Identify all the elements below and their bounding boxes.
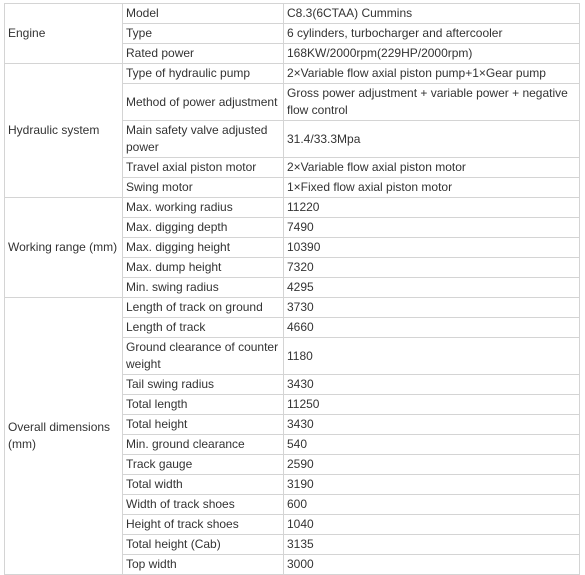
spec-label: Rated power bbox=[123, 44, 284, 64]
spec-value: 2590 bbox=[284, 455, 580, 475]
spec-value: 3430 bbox=[284, 415, 580, 435]
spec-value: 10390 bbox=[284, 238, 580, 258]
spec-value: 2×Variable flow axial piston motor bbox=[284, 158, 580, 178]
spec-label: Max. digging depth bbox=[123, 218, 284, 238]
specification-table-body bbox=[5, 4, 580, 575]
spec-label: Travel axial piston motor bbox=[123, 158, 284, 178]
spec-label: Swing motor bbox=[123, 178, 284, 198]
spec-label: Model bbox=[123, 4, 284, 24]
table-row bbox=[5, 4, 580, 24]
spec-value: C8.3(6CTAA) Cummins bbox=[284, 4, 580, 24]
spec-value: 2×Variable flow axial piston pump+1×Gear pump bbox=[284, 64, 580, 84]
spec-label: Max. dump height bbox=[123, 258, 284, 278]
spec-value: 4295 bbox=[284, 278, 580, 298]
table-row bbox=[5, 198, 580, 218]
spec-label: Method of power adjustment bbox=[123, 84, 284, 121]
spec-value: 540 bbox=[284, 435, 580, 455]
spec-value: 168KW/2000rpm(229HP/2000rpm) bbox=[284, 44, 580, 64]
spec-label: Min. ground clearance bbox=[123, 435, 284, 455]
spec-label: Type bbox=[123, 24, 284, 44]
spec-value: 31.4/33.3Mpa bbox=[284, 121, 580, 158]
spec-label: Min. swing radius bbox=[123, 278, 284, 298]
spec-value: 11220 bbox=[284, 198, 580, 218]
category-cell: Hydraulic system bbox=[5, 64, 123, 198]
spec-value: 1180 bbox=[284, 338, 580, 375]
spec-value: 3730 bbox=[284, 298, 580, 318]
category-cell: Engine bbox=[5, 4, 123, 64]
category-cell: Overall dimensions (mm) bbox=[5, 298, 123, 575]
table-row bbox=[5, 298, 580, 318]
spec-value: 1×Fixed flow axial piston motor bbox=[284, 178, 580, 198]
spec-value: 1040 bbox=[284, 515, 580, 535]
spec-label: Total length bbox=[123, 395, 284, 415]
spec-value: 11250 bbox=[284, 395, 580, 415]
table-row bbox=[5, 64, 580, 84]
spec-value: 3190 bbox=[284, 475, 580, 495]
spec-label: Height of track shoes bbox=[123, 515, 284, 535]
spec-value: 3430 bbox=[284, 375, 580, 395]
spec-label: Total height (Cab) bbox=[123, 535, 284, 555]
spec-value: 3000 bbox=[284, 555, 580, 575]
spec-label: Total height bbox=[123, 415, 284, 435]
spec-value: 3135 bbox=[284, 535, 580, 555]
spec-value: Gross power adjustment + variable power + negative flow control bbox=[284, 84, 580, 121]
spec-label: Tail swing radius bbox=[123, 375, 284, 395]
spec-label: Total width bbox=[123, 475, 284, 495]
spec-value: 7320 bbox=[284, 258, 580, 278]
spec-value: 7490 bbox=[284, 218, 580, 238]
spec-value: 6 cylinders, turbocharger and aftercooler bbox=[284, 24, 580, 44]
spec-label: Main safety valve adjusted power bbox=[123, 121, 284, 158]
spec-label: Top width bbox=[123, 555, 284, 575]
spec-label: Length of track on ground bbox=[123, 298, 284, 318]
category-cell: Working range (mm) bbox=[5, 198, 123, 298]
spec-label: Type of hydraulic pump bbox=[123, 64, 284, 84]
spec-label: Max. digging height bbox=[123, 238, 284, 258]
spec-label: Ground clearance of counter weight bbox=[123, 338, 284, 375]
spec-label: Width of track shoes bbox=[123, 495, 284, 515]
spec-label: Max. working radius bbox=[123, 198, 284, 218]
spec-value: 600 bbox=[284, 495, 580, 515]
spec-label: Length of track bbox=[123, 318, 284, 338]
specification-table bbox=[4, 3, 580, 575]
spec-label: Track gauge bbox=[123, 455, 284, 475]
spec-value: 4660 bbox=[284, 318, 580, 338]
